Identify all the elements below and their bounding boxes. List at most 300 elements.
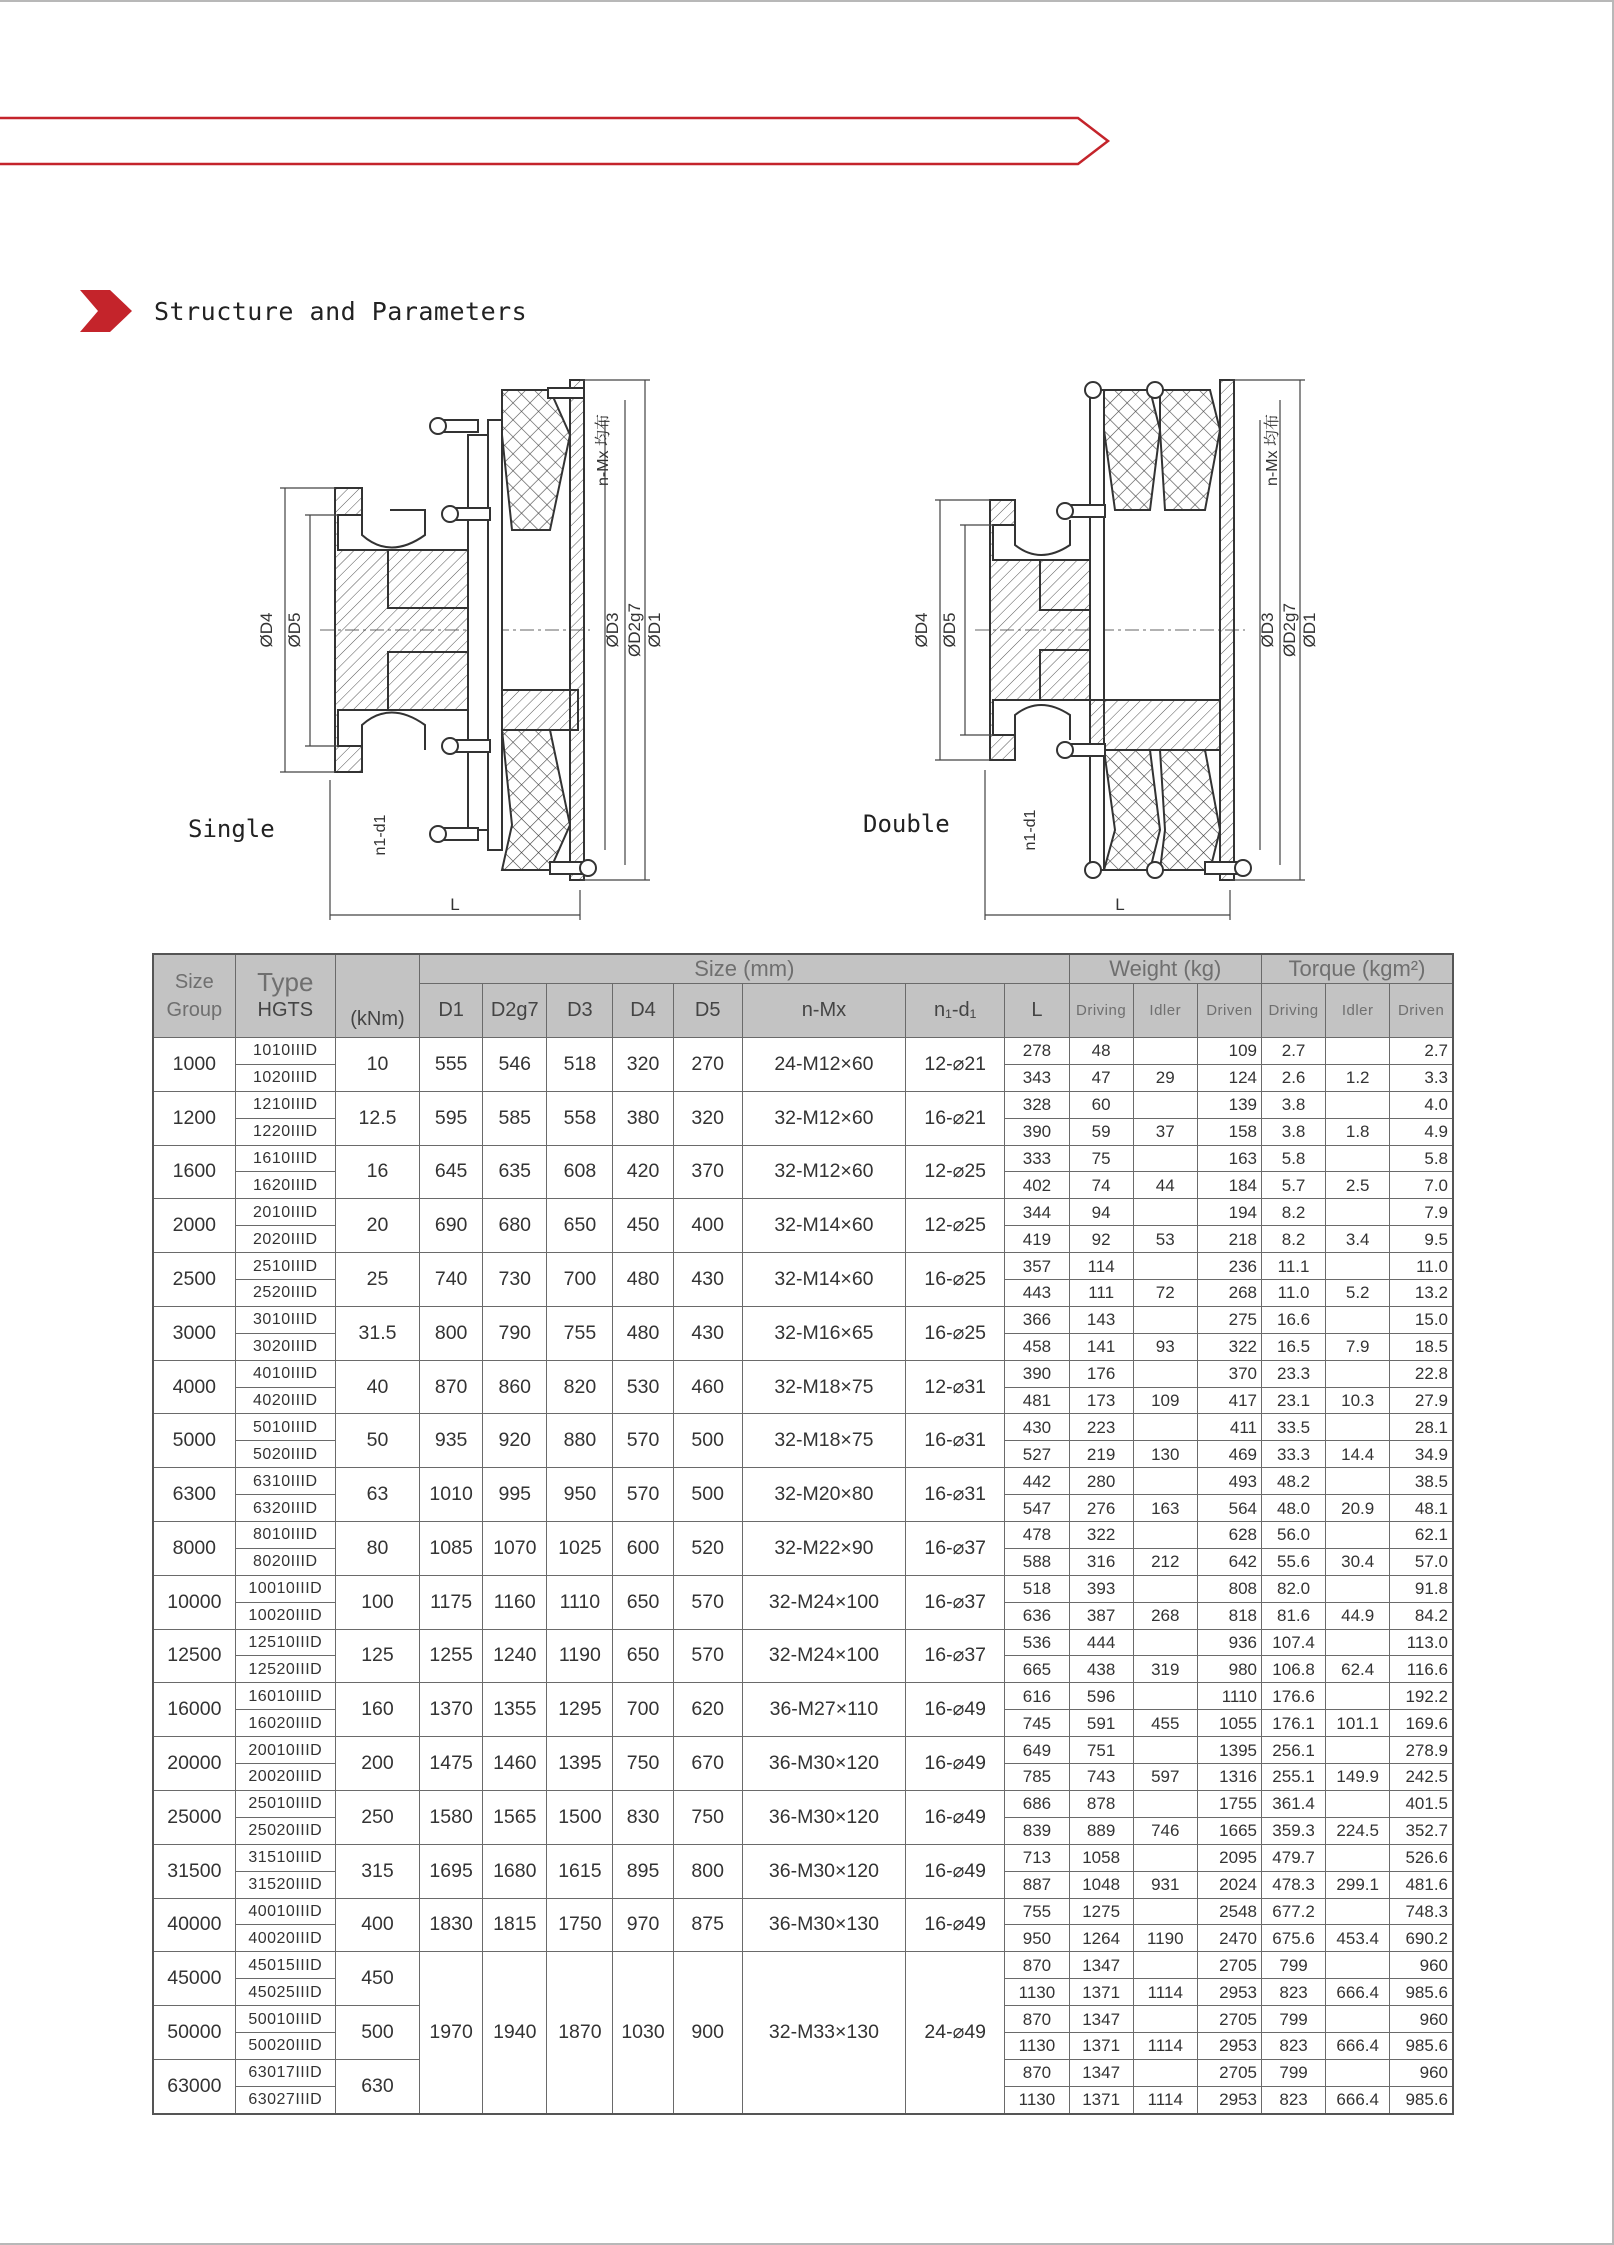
cell-weight-driven: 1110 <box>1197 1683 1261 1710</box>
header-torque-driving: Driving <box>1261 984 1325 1038</box>
cell-torque-driving: 675.6 <box>1261 1925 1325 1952</box>
cell-kn: 200 <box>335 1737 419 1791</box>
cell-torque-driven: 116.6 <box>1390 1656 1453 1683</box>
cell-L: 478 <box>1005 1522 1069 1549</box>
cell-torque-driven: 985.6 <box>1390 2086 1453 2113</box>
header-type <box>235 954 335 1038</box>
cell-weight-driving: 48 <box>1069 1038 1133 1065</box>
cell-nmx: 32-M18×75 <box>742 1360 905 1414</box>
cell-torque-driving: 255.1 <box>1261 1764 1325 1791</box>
header-d3: D3 <box>547 984 613 1038</box>
caption-double: Double <box>863 810 950 838</box>
cell-torque-idler: 666.4 <box>1326 2086 1390 2113</box>
cell-L: 547 <box>1005 1495 1069 1522</box>
cell-weight-driving: 173 <box>1069 1387 1133 1414</box>
cell-torque-driving: 478.3 <box>1261 1871 1325 1898</box>
label-d5: ØD5 <box>285 612 304 648</box>
header-d2: D2g7 <box>483 984 547 1038</box>
cell-torque-idler <box>1326 1306 1390 1333</box>
label-d1: ØD1 <box>645 612 664 648</box>
cell-d1: 740 <box>420 1253 483 1307</box>
cell-size-group: 16000 <box>153 1683 235 1737</box>
cell-weight-driving: 1058 <box>1069 1844 1133 1871</box>
cell-torque-driving: 48.0 <box>1261 1495 1325 1522</box>
cell-d2: 1460 <box>483 1737 547 1791</box>
cell-weight-driven: 322 <box>1197 1333 1261 1360</box>
cell-torque-driven: 34.9 <box>1390 1441 1453 1468</box>
cell-type: 40020IIID <box>235 1925 335 1952</box>
cell-L: 636 <box>1005 1602 1069 1629</box>
cell-weight-driven: 2470 <box>1197 1925 1261 1952</box>
cell-torque-driving: 33.5 <box>1261 1414 1325 1441</box>
cell-L: 402 <box>1005 1172 1069 1199</box>
cell-torque-driven: 27.9 <box>1390 1387 1453 1414</box>
cell-torque-idler: 30.4 <box>1326 1548 1390 1575</box>
cell-L: 419 <box>1005 1226 1069 1253</box>
table-row <box>153 1898 1453 1925</box>
cell-d1: 1475 <box>420 1737 483 1791</box>
cell-torque-driving: 361.4 <box>1261 1790 1325 1817</box>
cell-torque-driving: 823 <box>1261 2032 1325 2059</box>
cell-weight-idler <box>1133 1306 1197 1333</box>
cell-weight-driven: 2953 <box>1197 2086 1261 2113</box>
cell-d1: 1580 <box>420 1790 483 1844</box>
cell-torque-driven: 11.0 <box>1390 1253 1453 1280</box>
cell-weight-idler: 93 <box>1133 1333 1197 1360</box>
cell-torque-idler: 101.1 <box>1326 1710 1390 1737</box>
cell-d2: 1940 <box>483 1952 547 2114</box>
cell-weight-idler: 1190 <box>1133 1925 1197 1952</box>
cell-nmx: 32-M12×60 <box>742 1145 905 1199</box>
cell-weight-driving: 751 <box>1069 1737 1133 1764</box>
cell-weight-idler: 1114 <box>1133 1979 1197 2006</box>
cell-d4: 1030 <box>613 1952 673 2114</box>
cell-d5: 270 <box>673 1038 742 1092</box>
cell-weight-idler <box>1133 1468 1197 1495</box>
cell-weight-idler <box>1133 2006 1197 2033</box>
cell-weight-idler: 268 <box>1133 1602 1197 1629</box>
cell-weight-driven: 818 <box>1197 1602 1261 1629</box>
cell-weight-driven: 417 <box>1197 1387 1261 1414</box>
cell-weight-idler <box>1133 1414 1197 1441</box>
cell-type: 4020IIID <box>235 1387 335 1414</box>
cell-weight-driven: 642 <box>1197 1548 1261 1575</box>
cell-n1d1: 16-⌀25 <box>906 1253 1005 1307</box>
header-size-group <box>153 954 235 1038</box>
cell-torque-driven: 352.7 <box>1390 1817 1453 1844</box>
cell-L: 527 <box>1005 1441 1069 1468</box>
cell-weight-driving: 219 <box>1069 1441 1133 1468</box>
cell-size-group: 20000 <box>153 1737 235 1791</box>
cell-kn: 315 <box>335 1844 419 1898</box>
cell-weight-driven: 808 <box>1197 1575 1261 1602</box>
header-type-line2: HGTS <box>257 999 314 1021</box>
cell-nmx: 32-M12×60 <box>742 1091 905 1145</box>
cell-torque-driven: 113.0 <box>1390 1629 1453 1656</box>
cell-torque-driven: 4.0 <box>1390 1091 1453 1118</box>
cell-L: 366 <box>1005 1306 1069 1333</box>
cell-d2: 730 <box>483 1253 547 1307</box>
cell-torque-driving: 2.7 <box>1261 1038 1325 1065</box>
cell-weight-idler: 53 <box>1133 1226 1197 1253</box>
cell-weight-idler: 319 <box>1133 1656 1197 1683</box>
table-row <box>153 1414 1453 1441</box>
cell-kn: 12.5 <box>335 1091 419 1145</box>
drawing-single <box>188 360 710 920</box>
cell-L: 745 <box>1005 1710 1069 1737</box>
cell-torque-driven: 18.5 <box>1390 1333 1453 1360</box>
header-torque-driven: Driven <box>1390 984 1453 1038</box>
parameter-table <box>152 953 1454 2115</box>
cell-torque-idler <box>1326 1199 1390 1226</box>
cell-size-group: 45000 <box>153 1952 235 2006</box>
cell-torque-idler <box>1326 1844 1390 1871</box>
cell-type: 16020IIID <box>235 1710 335 1737</box>
header-weight-idler: Idler <box>1133 984 1197 1038</box>
cell-d2: 1070 <box>483 1522 547 1576</box>
cell-nmx: 32-M22×90 <box>742 1522 905 1576</box>
cell-torque-idler: 666.4 <box>1326 1979 1390 2006</box>
cell-weight-driven: 2548 <box>1197 1898 1261 1925</box>
cell-weight-driven: 163 <box>1197 1145 1261 1172</box>
cell-nmx: 32-M14×60 <box>742 1199 905 1253</box>
cell-d3: 518 <box>547 1038 613 1092</box>
cell-size-group: 10000 <box>153 1575 235 1629</box>
cell-L: 950 <box>1005 1925 1069 1952</box>
cell-nmx: 36-M30×120 <box>742 1844 905 1898</box>
cell-d5: 320 <box>673 1091 742 1145</box>
page-top-border <box>0 0 1614 2</box>
cell-n1d1: 16-⌀37 <box>906 1522 1005 1576</box>
cell-n1d1: 16-⌀31 <box>906 1468 1005 1522</box>
cell-torque-driving: 176.6 <box>1261 1683 1325 1710</box>
cell-kn: 40 <box>335 1360 419 1414</box>
table-row <box>153 1145 1453 1172</box>
cell-d1: 935 <box>420 1414 483 1468</box>
cell-size-group: 4000 <box>153 1360 235 1414</box>
cell-torque-driven: 690.2 <box>1390 1925 1453 1952</box>
cell-kn: 400 <box>335 1898 419 1952</box>
cell-torque-driving: 23.1 <box>1261 1387 1325 1414</box>
cell-weight-driven: 2705 <box>1197 1952 1261 1979</box>
cell-torque-idler <box>1326 1952 1390 1979</box>
cell-weight-idler: 109 <box>1133 1387 1197 1414</box>
cell-torque-driving: 106.8 <box>1261 1656 1325 1683</box>
cell-weight-idler: 597 <box>1133 1764 1197 1791</box>
label-n1d1: n1-d1 <box>372 814 389 856</box>
cell-size-group: 2500 <box>153 1253 235 1307</box>
cell-torque-driven: 960 <box>1390 2059 1453 2086</box>
cell-d5: 570 <box>673 1629 742 1683</box>
cell-weight-driving: 94 <box>1069 1199 1133 1226</box>
cell-torque-driven: 2.7 <box>1390 1038 1453 1065</box>
label-n1d1: n1-d1 <box>1022 809 1039 851</box>
cell-torque-driving: 2.6 <box>1261 1064 1325 1091</box>
cell-torque-idler: 453.4 <box>1326 1925 1390 1952</box>
cell-torque-driven: 985.6 <box>1390 2032 1453 2059</box>
cell-type: 1610IIID <box>235 1145 335 1172</box>
cell-d1: 1970 <box>420 1952 483 2114</box>
cell-d4: 480 <box>613 1306 673 1360</box>
cell-weight-driven: 1665 <box>1197 1817 1261 1844</box>
cell-kn: 250 <box>335 1790 419 1844</box>
cell-torque-idler: 666.4 <box>1326 2032 1390 2059</box>
cell-n1d1: 16-⌀49 <box>906 1898 1005 1952</box>
cell-type: 2010IIID <box>235 1199 335 1226</box>
table-row <box>153 1091 1453 1118</box>
label-d2: ØD2g7 <box>1280 603 1299 657</box>
cell-torque-idler <box>1326 1038 1390 1065</box>
cell-d3: 1295 <box>547 1683 613 1737</box>
cell-d5: 670 <box>673 1737 742 1791</box>
cell-d1: 1010 <box>420 1468 483 1522</box>
cell-weight-idler: 29 <box>1133 1064 1197 1091</box>
cell-L: 442 <box>1005 1468 1069 1495</box>
cell-weight-driving: 74 <box>1069 1172 1133 1199</box>
cell-d3: 700 <box>547 1253 613 1307</box>
cell-torque-driving: 823 <box>1261 2086 1325 2113</box>
cell-weight-idler: 931 <box>1133 1871 1197 1898</box>
cell-torque-driving: 359.3 <box>1261 1817 1325 1844</box>
table-row <box>153 1683 1453 1710</box>
cell-torque-idler <box>1326 1575 1390 1602</box>
cell-torque-driven: 526.6 <box>1390 1844 1453 1871</box>
cell-type: 31520IIID <box>235 1871 335 1898</box>
cell-d4: 650 <box>613 1575 673 1629</box>
cell-torque-driven: 7.9 <box>1390 1199 1453 1226</box>
cell-type: 5010IIID <box>235 1414 335 1441</box>
table-row <box>153 1522 1453 1549</box>
cell-weight-driving: 387 <box>1069 1602 1133 1629</box>
cell-torque-driven: 84.2 <box>1390 1602 1453 1629</box>
table-row <box>153 1629 1453 1656</box>
cell-size-group: 25000 <box>153 1790 235 1844</box>
cell-n1d1: 12-⌀25 <box>906 1145 1005 1199</box>
cell-d2: 995 <box>483 1468 547 1522</box>
cell-torque-idler: 14.4 <box>1326 1441 1390 1468</box>
cell-weight-driving: 114 <box>1069 1253 1133 1280</box>
cell-type: 10020IIID <box>235 1602 335 1629</box>
cell-weight-driven: 1755 <box>1197 1790 1261 1817</box>
cell-weight-driving: 743 <box>1069 1764 1133 1791</box>
cell-weight-driven: 158 <box>1197 1118 1261 1145</box>
cell-torque-idler: 2.5 <box>1326 1172 1390 1199</box>
cell-weight-driving: 1347 <box>1069 2059 1133 2086</box>
cell-size-group: 2000 <box>153 1199 235 1253</box>
cell-torque-idler <box>1326 2006 1390 2033</box>
cell-torque-driving: 8.2 <box>1261 1199 1325 1226</box>
cell-weight-driving: 322 <box>1069 1522 1133 1549</box>
cell-d4: 570 <box>613 1468 673 1522</box>
cell-weight-driving: 1347 <box>1069 1952 1133 1979</box>
cell-d4: 450 <box>613 1199 673 1253</box>
cell-torque-driving: 23.3 <box>1261 1360 1325 1387</box>
cell-type: 12510IIID <box>235 1629 335 1656</box>
cell-weight-idler <box>1133 1844 1197 1871</box>
cell-weight-driven: 2095 <box>1197 1844 1261 1871</box>
cell-torque-driven: 242.5 <box>1390 1764 1453 1791</box>
cell-torque-driving: 55.6 <box>1261 1548 1325 1575</box>
cell-L: 755 <box>1005 1898 1069 1925</box>
cell-weight-driven: 139 <box>1197 1091 1261 1118</box>
cell-d5: 900 <box>673 1952 742 2114</box>
cell-type: 3010IIID <box>235 1306 335 1333</box>
cell-size-group: 31500 <box>153 1844 235 1898</box>
cell-d3: 880 <box>547 1414 613 1468</box>
table-row <box>153 1844 1453 1871</box>
cell-weight-idler: 1114 <box>1133 2086 1197 2113</box>
table-row <box>153 1790 1453 1817</box>
cell-nmx: 36-M30×120 <box>742 1790 905 1844</box>
cell-L: 481 <box>1005 1387 1069 1414</box>
section-title: Structure and Parameters <box>154 296 528 326</box>
cell-L: 870 <box>1005 2059 1069 2086</box>
cell-torque-idler <box>1326 1253 1390 1280</box>
cell-d1: 555 <box>420 1038 483 1092</box>
cell-torque-idler <box>1326 1468 1390 1495</box>
cell-type: 16010IIID <box>235 1683 335 1710</box>
cell-d4: 380 <box>613 1091 673 1145</box>
cell-weight-driven: 236 <box>1197 1253 1261 1280</box>
cell-type: 1620IIID <box>235 1172 335 1199</box>
cell-type: 25010IIID <box>235 1790 335 1817</box>
cell-type: 3020IIID <box>235 1333 335 1360</box>
cell-weight-driving: 591 <box>1069 1710 1133 1737</box>
header-d1: D1 <box>420 984 483 1038</box>
cell-weight-driving: 176 <box>1069 1360 1133 1387</box>
cell-torque-driven: 278.9 <box>1390 1737 1453 1764</box>
cell-L: 443 <box>1005 1280 1069 1307</box>
cell-torque-idler: 1.8 <box>1326 1118 1390 1145</box>
cell-torque-driven: 169.6 <box>1390 1710 1453 1737</box>
cell-L: 588 <box>1005 1548 1069 1575</box>
label-d1: ØD1 <box>1300 612 1319 648</box>
cell-weight-idler: 212 <box>1133 1548 1197 1575</box>
cell-weight-driven: 218 <box>1197 1226 1261 1253</box>
section-heading <box>80 290 527 332</box>
cell-torque-driven: 960 <box>1390 2006 1453 2033</box>
coupling-single-diagram <box>250 360 710 920</box>
cell-d2: 920 <box>483 1414 547 1468</box>
cell-kn: 16 <box>335 1145 419 1199</box>
label-L: L <box>450 895 460 914</box>
cell-size-group: 63000 <box>153 2059 235 2113</box>
cell-weight-driven: 1395 <box>1197 1737 1261 1764</box>
cell-torque-driving: 256.1 <box>1261 1737 1325 1764</box>
table-row <box>153 1737 1453 1764</box>
table-row <box>153 1468 1453 1495</box>
header-size-group-line2: Group <box>166 999 223 1021</box>
cell-L: 686 <box>1005 1790 1069 1817</box>
caption-single: Single <box>188 815 275 843</box>
cell-torque-idler <box>1326 1414 1390 1441</box>
label-d3: ØD3 <box>1258 612 1277 648</box>
cell-torque-idler <box>1326 2059 1390 2086</box>
cell-d1: 800 <box>420 1306 483 1360</box>
cell-L: 357 <box>1005 1253 1069 1280</box>
header-d5: D5 <box>673 984 742 1038</box>
cell-torque-idler: 224.5 <box>1326 1817 1390 1844</box>
cell-type: 50020IIID <box>235 2032 335 2059</box>
header-nmx: n-Mx <box>742 984 905 1038</box>
cell-L: 665 <box>1005 1656 1069 1683</box>
cell-kn: 125 <box>335 1629 419 1683</box>
cell-L: 887 <box>1005 1871 1069 1898</box>
cell-d4: 480 <box>613 1253 673 1307</box>
cell-weight-idler: 130 <box>1133 1441 1197 1468</box>
cell-torque-driving: 8.2 <box>1261 1226 1325 1253</box>
cell-n1d1: 16-⌀31 <box>906 1414 1005 1468</box>
cell-d2: 790 <box>483 1306 547 1360</box>
cell-type: 2510IIID <box>235 1253 335 1280</box>
cell-n1d1: 24-⌀49 <box>906 1952 1005 2114</box>
cell-torque-idler: 7.9 <box>1326 1333 1390 1360</box>
cell-weight-driven: 268 <box>1197 1280 1261 1307</box>
cell-torque-idler <box>1326 1629 1390 1656</box>
cell-torque-idler: 20.9 <box>1326 1495 1390 1522</box>
cell-torque-driving: 176.1 <box>1261 1710 1325 1737</box>
cell-size-group: 1200 <box>153 1091 235 1145</box>
label-d2: ØD2g7 <box>625 603 644 657</box>
cell-weight-driving: 47 <box>1069 1064 1133 1091</box>
cell-weight-driven: 469 <box>1197 1441 1261 1468</box>
header-d4: D4 <box>613 984 673 1038</box>
parameter-table-body <box>153 1038 1453 2114</box>
cell-nmx: 32-M16×65 <box>742 1306 905 1360</box>
cell-weight-driven: 2024 <box>1197 1871 1261 1898</box>
label-L: L <box>1115 895 1125 914</box>
cell-d5: 750 <box>673 1790 742 1844</box>
header-size-group-line1: Size <box>174 971 214 993</box>
cell-weight-driving: 111 <box>1069 1280 1133 1307</box>
cell-weight-idler <box>1133 1898 1197 1925</box>
cell-n1d1: 12-⌀25 <box>906 1199 1005 1253</box>
cell-d5: 875 <box>673 1898 742 1952</box>
table-row <box>153 1253 1453 1280</box>
cell-weight-driving: 280 <box>1069 1468 1133 1495</box>
table-row <box>153 1199 1453 1226</box>
cell-type: 20010IIID <box>235 1737 335 1764</box>
cell-torque-idler: 149.9 <box>1326 1764 1390 1791</box>
cell-weight-idler <box>1133 1145 1197 1172</box>
cell-torque-idler <box>1326 1790 1390 1817</box>
header-torque-idler: Idler <box>1326 984 1390 1038</box>
cell-weight-driven: 2953 <box>1197 1979 1261 2006</box>
cell-torque-driving: 107.4 <box>1261 1629 1325 1656</box>
cell-torque-driven: 192.2 <box>1390 1683 1453 1710</box>
cell-L: 870 <box>1005 2006 1069 2033</box>
cell-d1: 1085 <box>420 1522 483 1576</box>
cell-weight-driving: 444 <box>1069 1629 1133 1656</box>
cell-type: 45015IIID <box>235 1952 335 1979</box>
cell-d2: 585 <box>483 1091 547 1145</box>
cell-weight-driven: 2953 <box>1197 2032 1261 2059</box>
cell-torque-driving: 479.7 <box>1261 1844 1325 1871</box>
cell-weight-idler: 455 <box>1133 1710 1197 1737</box>
cell-torque-driven: 748.3 <box>1390 1898 1453 1925</box>
cell-d4: 970 <box>613 1898 673 1952</box>
cell-weight-driving: 1371 <box>1069 2032 1133 2059</box>
cell-torque-driving: 56.0 <box>1261 1522 1325 1549</box>
label-d4: ØD4 <box>257 612 276 648</box>
cell-kn: 450 <box>335 1952 419 2006</box>
cell-type: 20020IIID <box>235 1764 335 1791</box>
cell-weight-driven: 2705 <box>1197 2006 1261 2033</box>
cell-L: 430 <box>1005 1414 1069 1441</box>
cell-torque-driven: 481.6 <box>1390 1871 1453 1898</box>
cell-torque-driven: 5.8 <box>1390 1145 1453 1172</box>
cell-d5: 800 <box>673 1844 742 1898</box>
